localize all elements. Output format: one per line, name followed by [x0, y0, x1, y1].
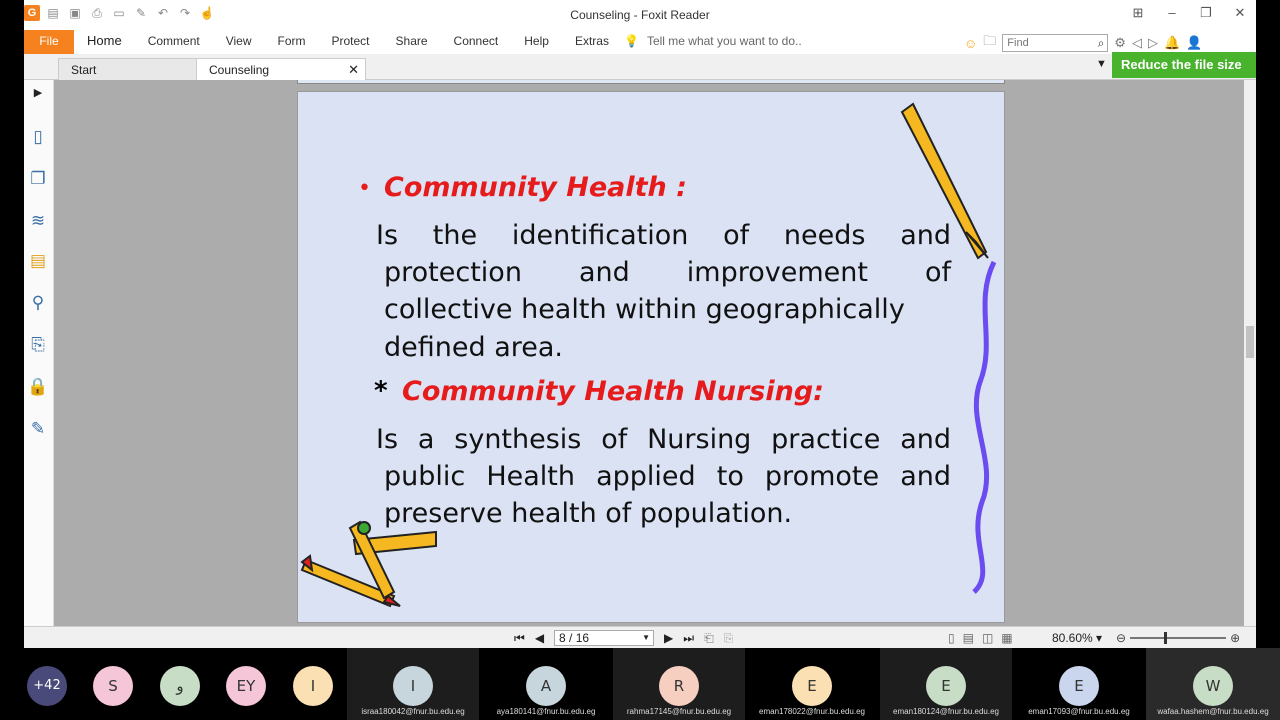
tab-connect[interactable]: Connect: [453, 34, 499, 48]
participant-avatar[interactable]: EY: [226, 666, 266, 706]
wavy-line: [974, 262, 994, 592]
bullet-dot: •: [358, 176, 371, 201]
next-view-icon[interactable]: ⎘: [723, 630, 734, 645]
first-page-icon[interactable]: ⏮: [514, 630, 525, 645]
participant-avatar: W: [1193, 666, 1233, 706]
participants-strip: [0, 648, 1280, 720]
next-result-icon[interactable]: ▷: [1147, 35, 1158, 50]
lightbulb-icon: 💡: [624, 34, 639, 48]
search-icon[interactable]: ⌕: [1097, 36, 1105, 50]
participant-avatar[interactable]: و: [160, 666, 200, 706]
body1-line2: protection and improvement of: [384, 257, 951, 288]
expand-panel-icon[interactable]: ▶: [33, 87, 43, 99]
screenshot-icon[interactable]: ▭: [113, 6, 125, 20]
foxit-reader-window: [24, 0, 1256, 648]
prev-view-icon[interactable]: ⎗: [704, 630, 714, 645]
close-tab-icon[interactable]: ✕: [348, 62, 359, 77]
tab-file[interactable]: File: [24, 30, 74, 54]
right-frame: [1256, 0, 1280, 648]
tab-comment[interactable]: Comment: [147, 34, 200, 48]
tab-protect[interactable]: Protect: [331, 34, 370, 48]
navigation-panel: [24, 80, 54, 626]
find-placeholder: Find: [1007, 37, 1029, 49]
layers-icon[interactable]: ≋: [30, 211, 46, 230]
single-page-icon[interactable]: ▯: [948, 631, 955, 645]
heading-community-health-nursing: Community Health Nursing:: [402, 376, 824, 407]
last-page-icon[interactable]: ⏭: [683, 630, 695, 645]
view-mode-icons: [948, 631, 1013, 645]
previous-page-edge: [297, 80, 1005, 84]
participant-tile[interactable]: [347, 648, 479, 720]
participant-tile[interactable]: [480, 648, 612, 720]
heading-community-health: Community Health :: [384, 172, 687, 203]
chevron-down-icon[interactable]: ▼: [1096, 58, 1107, 70]
participant-avatar[interactable]: I: [293, 666, 333, 706]
body2-line1: Is a synthesis of Nursing practice and: [376, 424, 951, 455]
tell-me-box[interactable]: [624, 34, 802, 48]
foxit-app-icon[interactable]: G: [24, 5, 40, 21]
scrollbar-thumb[interactable]: [1246, 326, 1254, 358]
body1-line4: defined area.: [384, 332, 563, 363]
title-bar: [24, 0, 1256, 30]
participant-tile[interactable]: [1146, 648, 1280, 720]
tab-form[interactable]: Form: [277, 34, 306, 48]
slide-page: [297, 91, 1005, 623]
star-bullet: *: [374, 376, 388, 406]
tools-icon[interactable]: ✎: [30, 419, 46, 438]
participant-email: eman178022@fnur.bu.edu.eg: [759, 707, 865, 716]
tell-me-text: Tell me what you want to do..: [646, 34, 802, 48]
zoom-knob[interactable]: [1164, 632, 1167, 644]
user-icon[interactable]: 👤: [1186, 35, 1203, 50]
continuous-page-icon[interactable]: ▤: [962, 631, 974, 645]
participant-email: israa180042@fnur.bu.edu.eg: [361, 707, 465, 716]
open-icon[interactable]: ▤: [47, 6, 59, 20]
save-icon[interactable]: ▣: [69, 6, 81, 20]
tab-start[interactable]: [58, 58, 198, 80]
restore-icon[interactable]: ❐: [1200, 5, 1212, 20]
participant-email: rahma17145@fnur.bu.edu.eg: [626, 707, 732, 716]
participant-avatar: E: [926, 666, 966, 706]
ribbon-right-tools: [964, 32, 1202, 54]
body1-line1: Is the identification of needs and: [376, 220, 951, 251]
participant-avatar[interactable]: S: [93, 666, 133, 706]
lock-icon[interactable]: 🔒: [27, 377, 49, 396]
next-page-icon[interactable]: ▶: [664, 631, 674, 645]
chevron-down-icon[interactable]: ▼: [642, 633, 651, 642]
smile-icon[interactable]: ☺: [964, 35, 978, 51]
tab-counseling[interactable]: [196, 58, 366, 80]
minimize-icon[interactable]: –: [1168, 5, 1176, 20]
find-input[interactable]: [1002, 34, 1108, 52]
more-participants-button[interactable]: +42: [27, 666, 67, 706]
tab-share[interactable]: Share: [395, 34, 428, 48]
body2-line2: public Health applied to promote and: [384, 461, 951, 492]
document-tabs: [24, 54, 1256, 80]
status-bar: [24, 626, 1256, 648]
redo-icon[interactable]: ↷: [179, 6, 191, 20]
participant-tile[interactable]: [1013, 648, 1145, 720]
zoom-out-icon[interactable]: ⊖: [1116, 631, 1127, 645]
close-icon[interactable]: ✕: [1234, 5, 1246, 20]
signature-icon[interactable]: ⎘: [31, 335, 45, 354]
continuous-facing-icon[interactable]: ▦: [1001, 631, 1013, 645]
zoom-in-icon[interactable]: ⊕: [1230, 631, 1241, 645]
hand-tool-icon[interactable]: ☝: [199, 6, 215, 20]
page-navigation: [514, 630, 733, 646]
bookmark-icon[interactable]: ▯: [33, 127, 43, 146]
participant-email: eman180124@fnur.bu.edu.eg: [893, 707, 999, 716]
folder-search-icon[interactable]: 🗀: [983, 33, 997, 48]
page-number-input[interactable]: [554, 630, 654, 646]
vertical-scrollbar[interactable]: [1244, 80, 1256, 626]
facing-page-icon[interactable]: ◫: [981, 631, 994, 645]
participant-email: aya180141@fnur.bu.edu.eg: [496, 707, 596, 716]
undo-icon[interactable]: ↶: [157, 6, 169, 20]
prev-page-icon[interactable]: ◀: [534, 631, 545, 645]
participant-tile[interactable]: [613, 648, 745, 720]
new-icon[interactable]: ✎: [135, 6, 147, 20]
tab-view[interactable]: View: [225, 34, 252, 48]
tab-home[interactable]: Home: [87, 33, 122, 48]
participant-avatar: R: [659, 666, 699, 706]
participant-avatar: E: [792, 666, 832, 706]
zoom-track[interactable]: [1130, 637, 1226, 639]
body2-line3: preserve health of population.: [384, 498, 793, 529]
tab-extras[interactable]: Extras: [574, 34, 609, 48]
page-number-value: 8 / 16: [559, 631, 590, 645]
left-frame: [0, 0, 24, 648]
tab-help[interactable]: Help: [524, 34, 549, 48]
ribbon: [24, 30, 1256, 54]
print-icon[interactable]: ⎙: [92, 6, 102, 20]
bell-icon[interactable]: 🔔: [1163, 35, 1181, 50]
zoom-slider[interactable]: [1116, 631, 1240, 645]
participant-tile[interactable]: [746, 648, 878, 720]
reduce-file-size-button[interactable]: [1112, 52, 1256, 78]
pencils-cluster-icon: [302, 522, 436, 606]
tab-counseling-label: Counseling: [209, 63, 270, 77]
body1-line3: collective health within geographically: [384, 294, 905, 325]
ribbon-toggle-icon[interactable]: ⊞: [1132, 5, 1144, 20]
participant-email: eman17093@fnur.bu.edu.eg: [1028, 707, 1130, 716]
comments-icon[interactable]: ▤: [29, 251, 47, 270]
participant-avatar: A: [526, 666, 566, 706]
ribbon-tabs: [24, 30, 622, 54]
attachment-icon[interactable]: ⚲: [31, 293, 45, 312]
prev-result-icon[interactable]: ◁: [1131, 35, 1142, 50]
gear-icon[interactable]: ⚙: [1114, 35, 1126, 50]
window-title: Counseling - Foxit Reader: [570, 8, 710, 22]
tab-start-label: Start: [71, 63, 97, 77]
zoom-value: 80.60%: [1052, 631, 1093, 645]
reduce-file-size-label: Reduce the file size: [1121, 57, 1242, 72]
pages-icon[interactable]: ❐: [30, 169, 46, 188]
zoom-level[interactable]: 80.60% ▾: [1052, 631, 1103, 645]
participant-email: wafaa.hashem@fnur.bu.edu.eg: [1157, 707, 1269, 716]
window-controls: [1130, 5, 1248, 21]
participant-avatar: I: [393, 666, 433, 706]
participant-avatar: E: [1059, 666, 1099, 706]
participant-tile[interactable]: [880, 648, 1012, 720]
